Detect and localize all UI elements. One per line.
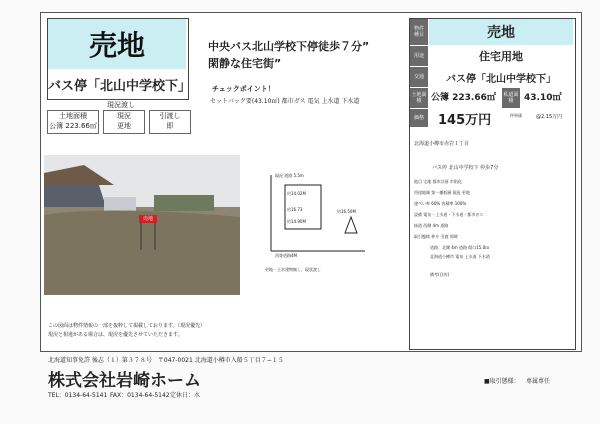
property-photo bbox=[44, 155, 240, 295]
label-type: 物件 種目 bbox=[410, 19, 428, 45]
spec-label: 土地面積 bbox=[59, 112, 87, 120]
map-label: 西寄道路4M bbox=[275, 253, 297, 258]
panel-address: 北海道小樽市赤岩１丁目 bbox=[414, 141, 470, 147]
spec-land-area bbox=[47, 110, 99, 134]
disclaimer-line2: 現況と相違がある場合は、現況を優先させていただきます。 bbox=[48, 332, 183, 338]
panel-details bbox=[414, 176, 570, 242]
label-area: 土地面積 bbox=[410, 88, 428, 108]
company-tel: TEL：0134-64-5141 bbox=[48, 392, 108, 399]
checkpoint-title: チェックポイント！ bbox=[212, 85, 275, 93]
company-name: 株式会社岩崎ホーム bbox=[48, 371, 201, 391]
detail-row: 用途地域 第一種低層 現況 更地 bbox=[414, 190, 470, 195]
spec-label: 引渡し bbox=[159, 112, 181, 120]
panel-traffic: バス停「北山中学校下」 bbox=[446, 73, 556, 85]
detail-row: 取引態様 仲介 引渡 即時 bbox=[414, 234, 458, 239]
spec-status bbox=[103, 110, 145, 134]
detail-row: 地目 宅地 都市計画 市街化 bbox=[414, 179, 462, 184]
map-label: 約16.50M bbox=[337, 209, 356, 214]
label-tsubo: 坪単価 bbox=[510, 113, 522, 118]
panel-access: バス停 北山中学校下 停歩7分 bbox=[432, 165, 499, 171]
license-line: 北海道知事免許 後志（１）第３７８号 〒047-0021 北海道小樽市入船５丁目７−１５ bbox=[48, 357, 284, 364]
spec-value: 公簿 223.66㎡ bbox=[49, 122, 97, 130]
detail-row: 建ぺい率 60% 容積率 100% bbox=[414, 201, 467, 206]
handover-label: 現況渡し bbox=[107, 101, 135, 109]
spec-value: 更地 bbox=[117, 122, 131, 130]
panel-price: 145万円 bbox=[438, 113, 492, 128]
label-price: 価格 bbox=[410, 109, 428, 127]
detail-row: 接道 西側 4m 道路 bbox=[414, 223, 449, 228]
map-label: 現況 道路 5.5m bbox=[275, 173, 304, 178]
panel-area: 公簿 223.66㎡ bbox=[431, 93, 496, 103]
panel-note-2: 北海道小樽市 電気 上水道 下水道 bbox=[430, 254, 490, 259]
photo-sale-sign: 売地 bbox=[142, 216, 153, 222]
headline-line1: 中央バス北山学校下停徒歩７分” bbox=[208, 40, 370, 53]
panel-type: 売地 bbox=[429, 19, 573, 45]
label-traffic: 交通 bbox=[410, 67, 428, 87]
transaction-label: ■取引態様： bbox=[484, 378, 520, 385]
label-setback: 私道面積 bbox=[502, 88, 520, 108]
disclaimer-line1: この図面は物件情報の一部を抜粋して掲載しております。（現況優先） bbox=[48, 323, 206, 329]
panel-memo: 備考(目的) bbox=[430, 272, 450, 277]
label-usage: 用途 bbox=[410, 46, 428, 66]
spec-cells bbox=[47, 110, 191, 134]
property-type-title: 売地 bbox=[48, 19, 186, 69]
spec-label: 現況 bbox=[117, 112, 131, 120]
lot-map bbox=[265, 165, 375, 285]
checkpoint-text: セットバック要(43.10㎡) 都市ガス 電気 上水道 下水道 bbox=[210, 98, 360, 105]
panel-note-1: 道路：北側 4m 道路 間口15.0ｍ bbox=[430, 245, 490, 250]
panel-setback: 43.10㎡ bbox=[524, 93, 562, 103]
headline-line2: 閑静な住宅街” bbox=[208, 57, 282, 70]
spec-value: 即 bbox=[166, 122, 174, 130]
spec-delivery bbox=[149, 110, 191, 134]
panel-usage: 住宅用地 bbox=[479, 50, 523, 63]
transaction-value: 専属専任 bbox=[526, 378, 551, 385]
company-fax: FAX：0134-64-5142 bbox=[110, 392, 170, 399]
panel-tsubo: @2.15万円 bbox=[536, 114, 563, 120]
map-label: 約16.73 bbox=[287, 207, 303, 212]
map-label: 約14.90M bbox=[287, 219, 306, 224]
detail-row: 設備 電気・上水道・下水道・都市ガス bbox=[414, 212, 484, 217]
bus-stop-title: バス停「北山中学校下」 bbox=[48, 78, 192, 94]
map-label: 更地・土木建物無し、現状渡し bbox=[265, 267, 321, 272]
map-label: 約14.02M bbox=[287, 191, 306, 196]
company-holiday: 定休日：水 bbox=[170, 392, 201, 399]
